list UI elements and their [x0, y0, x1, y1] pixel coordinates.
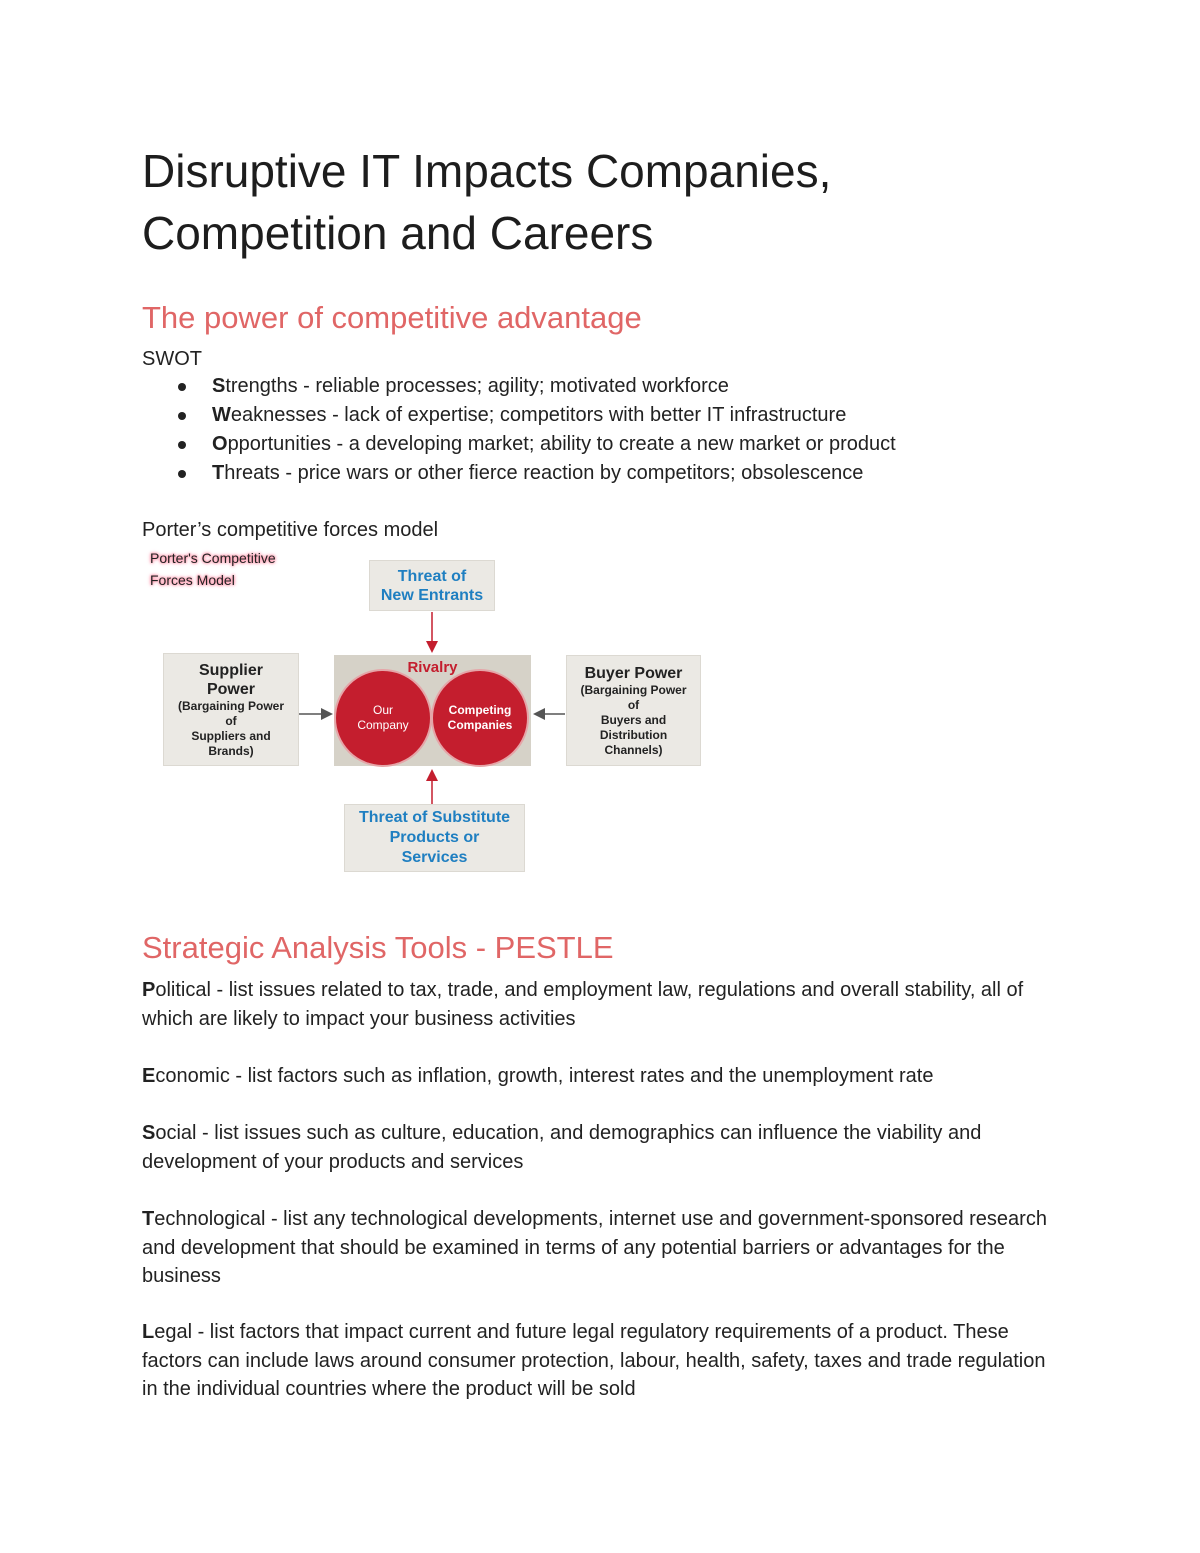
pestle-economic — [142, 1062, 1062, 1091]
box-subtitle: of — [627, 697, 640, 712]
list-item-text: eaknesses - lack of expertise; competitors with better IT infrastructure — [230, 404, 847, 426]
pestle-letter: P — [142, 979, 156, 1001]
page-title: Disruptive IT Impacts Companies, Competition and Careers — [142, 145, 832, 259]
pestle-text: echnological - list any technological developments, internet use and government-sponsored research and development that should be examined in terms of any potential barriers or advantages for the business — [142, 1208, 1047, 1287]
pestle-letter: L — [142, 1321, 155, 1343]
box-subtitle: Brands) — [208, 743, 254, 758]
threat-substitute-box — [344, 804, 525, 872]
circle-line: Competing — [448, 703, 512, 717]
buyer-power-box — [566, 655, 701, 766]
supplier-power-box — [163, 653, 299, 766]
list-item-text: pportunities - a developing market; ability to create a new market or product — [227, 433, 896, 455]
diagram-label-line: Forces Model — [150, 572, 235, 588]
pestle-text: olitical - list issues related to tax, trade, and employment law, regulations and overall stability, all of which are likely to impact your business activities — [142, 979, 1024, 1030]
rivalry-label: Rivalry — [407, 659, 458, 676]
section-heading-pestle: Strategic Analysis Tools - PESTLE — [142, 930, 614, 965]
section-heading-competitive-advantage: The power of competitive advantage — [142, 300, 642, 335]
box-line: New Entrants — [380, 586, 484, 604]
box-line: Services — [401, 849, 468, 866]
pestle-technological — [142, 1205, 1062, 1291]
box-subtitle: (Bargaining Power — [580, 682, 687, 697]
pestle-text: conomic - list factors such as inflation, growth, interest rates and the unemployment rate — [155, 1065, 934, 1087]
circle-line: Our — [372, 703, 393, 717]
diagram-label-line: Porter's Competitive — [150, 550, 276, 566]
box-subtitle: of — [225, 713, 237, 728]
list-item-letter: S — [212, 375, 226, 397]
threat-new-entrants-box — [369, 560, 495, 611]
our-company-circle — [334, 669, 432, 767]
pestle-text: ocial - list issues such as culture, education, and demographics can influence the viability and development of your products and services — [142, 1122, 982, 1173]
list-item-letter: W — [212, 404, 231, 426]
porter-model-label: Porter’s competitive forces model — [142, 519, 439, 541]
pestle-text: egal - list factors that impact current and future legal regulatory requirements of a product. These factors can include laws around consumer protection, labour, health, safety, taxes and trade regulation in the individual countries where the product will be sold — [142, 1321, 1046, 1400]
box-title: Power — [206, 680, 255, 698]
circle-line: Company — [357, 718, 409, 732]
pestle-letter: T — [142, 1208, 155, 1230]
box-subtitle: Suppliers and — [191, 728, 271, 743]
list-item-letter: T — [212, 462, 225, 484]
box-subtitle: (Bargaining Power — [177, 698, 284, 713]
box-title: Supplier — [198, 661, 263, 679]
box-line: Threat of Substitute — [358, 809, 511, 826]
competing-companies-circle — [431, 669, 529, 767]
box-title: Buyer Power — [584, 664, 683, 682]
list-item-text: hreats - price wars or other fierce reaction by competitors; obsolescence — [224, 462, 864, 484]
box-subtitle: Buyers and — [600, 712, 667, 727]
swot-label: SWOT — [142, 348, 202, 370]
pestle-political — [142, 976, 1062, 1033]
pestle-letter: E — [142, 1065, 156, 1087]
pestle-letter: S — [142, 1122, 156, 1144]
list-item-letter: O — [212, 433, 228, 455]
list-item-text: trengths - reliable processes; agility; motivated workforce — [225, 375, 729, 397]
pestle-social — [142, 1119, 1062, 1176]
box-subtitle: Channels) — [604, 742, 663, 757]
box-line: Products or — [389, 829, 480, 846]
box-line: Threat of — [397, 567, 467, 585]
circle-line: Companies — [447, 718, 513, 732]
box-subtitle: Distribution — [599, 727, 668, 742]
rivalry-box — [334, 655, 531, 766]
pestle-legal — [142, 1318, 1062, 1404]
